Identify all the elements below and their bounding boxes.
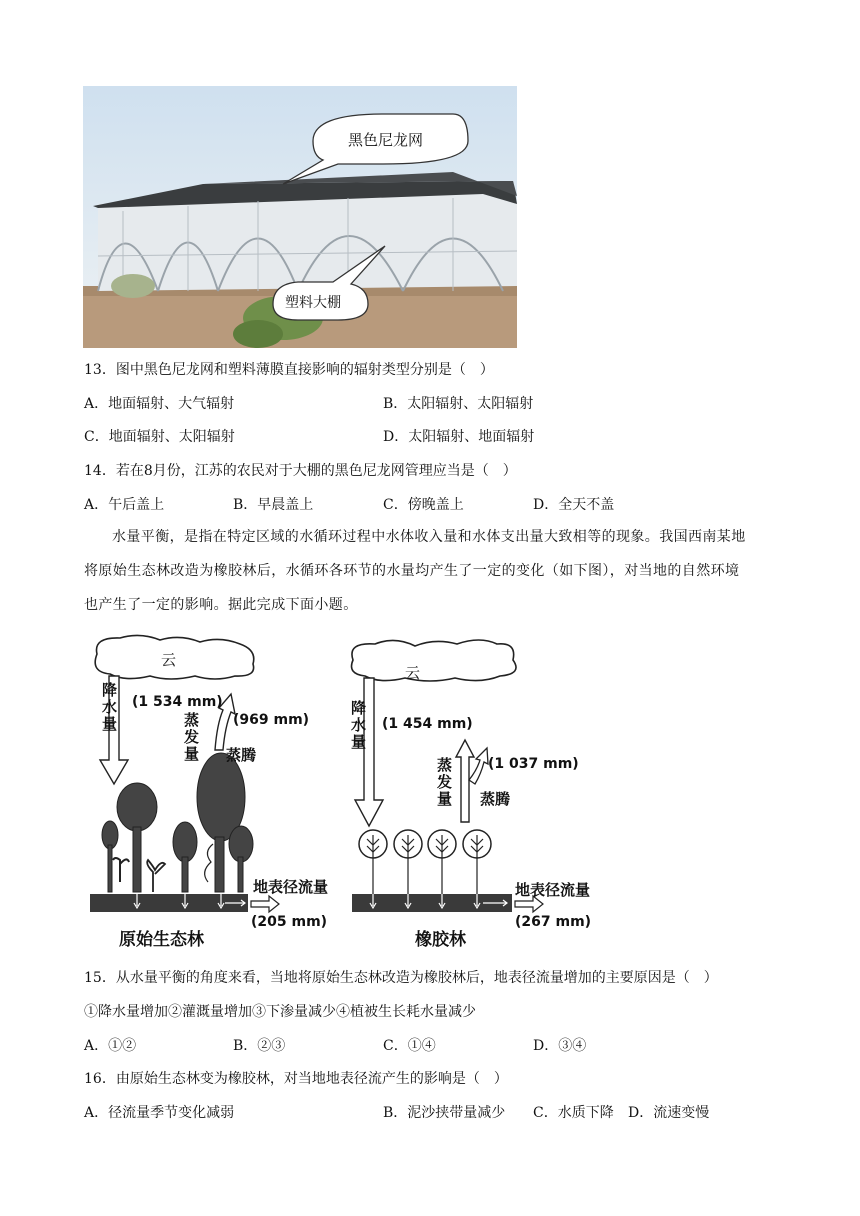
passage-line-1: 水量平衡，是指在特定区域的水循环过程中水体收入量和水体支出量大致相等的现象。我国西南某地	[112, 529, 746, 545]
q15-option-c[interactable]: C．①④	[383, 1038, 436, 1054]
right-cloud-label: 云	[405, 664, 421, 682]
left-runoff-label: 地表径流量	[253, 878, 329, 896]
left-precip-value: (1 534 mm)	[132, 694, 223, 710]
q15-option-a[interactable]: A．①②	[84, 1038, 137, 1054]
q14-option-b[interactable]: B．早晨盖上	[233, 497, 314, 513]
right-evap-label: 蒸 发 量	[437, 756, 453, 808]
right-transp-label: 蒸腾	[480, 790, 511, 808]
q16-option-a[interactable]: A．径流量季节变化减弱	[84, 1105, 235, 1121]
q14-option-c[interactable]: C．傍晚盖上	[383, 497, 464, 513]
q13-option-a[interactable]: A．地面辐射、大气辐射	[84, 396, 235, 412]
left-evap-value: (969 mm)	[233, 712, 310, 728]
q16-option-d[interactable]: D．流速变慢	[628, 1105, 710, 1121]
right-precip-value: (1 454 mm)	[382, 716, 473, 732]
q14-option-d[interactable]: D．全天不盖	[533, 497, 615, 513]
q15-option-b[interactable]: B．②③	[233, 1038, 286, 1054]
q16-option-b[interactable]: B．泥沙挟带量减少	[383, 1105, 506, 1121]
right-evap-value: (1 037 mm)	[488, 756, 579, 772]
left-panel-title: 原始生态林	[119, 930, 204, 950]
passage-line-3: 也产生了一定的影响。据此完成下面小题。	[84, 597, 358, 613]
right-panel-title: 橡胶林	[415, 930, 466, 950]
q14-stem: 14．若在8月份，江苏的农民对于大棚的黑色尼龙网管理应当是（ ）	[84, 463, 517, 479]
water-balance-diagram	[85, 632, 610, 952]
q13-stem: 13．图中黑色尼龙网和塑料薄膜直接影响的辐射类型分别是（ ）	[84, 362, 494, 378]
left-cloud-label: 云	[161, 651, 177, 669]
right-runoff-label: 地表径流量	[515, 881, 591, 899]
left-evap-label: 蒸 发 量	[184, 711, 200, 763]
left-runoff-value: (205 mm)	[251, 914, 328, 930]
q13-option-d[interactable]: D．太阳辐射、地面辐射	[383, 429, 535, 445]
left-transp-label: 蒸腾	[226, 746, 257, 764]
right-runoff-value: (267 mm)	[515, 914, 592, 930]
q16-stem: 16．由原始生态林变为橡胶林，对当地地表径流产生的影响是（ ）	[84, 1071, 508, 1087]
q15-option-d[interactable]: D．③④	[533, 1038, 587, 1054]
q13-option-c[interactable]: C．地面辐射、太阳辐射	[84, 429, 235, 445]
q14-option-a[interactable]: A．午后盖上	[84, 497, 165, 513]
q15-statements: ①降水量增加②灌溉量增加③下渗量减少④植被生长耗水量减少	[84, 1004, 476, 1020]
q16-option-c[interactable]: C．水质下降	[533, 1105, 614, 1121]
callout-nylon-net: 黑色尼龙网	[348, 131, 424, 149]
callout-greenhouse: 塑料大棚	[285, 295, 341, 311]
greenhouse-photo	[83, 86, 517, 348]
passage-line-2: 将原始生态林改造为橡胶林后，水循环各环节的水量均产生了一定的变化（如下图），对当地的自然环境	[84, 563, 740, 579]
q15-stem: 15．从水量平衡的角度来看，当地将原始生态林改造为橡胶林后，地表径流量增加的主要原因是（ ）	[84, 970, 718, 986]
right-precip-label: 降 水 量	[351, 699, 367, 751]
q13-option-b[interactable]: B．太阳辐射、太阳辐射	[383, 396, 534, 412]
left-precip-label: 降 水 量	[102, 681, 118, 733]
